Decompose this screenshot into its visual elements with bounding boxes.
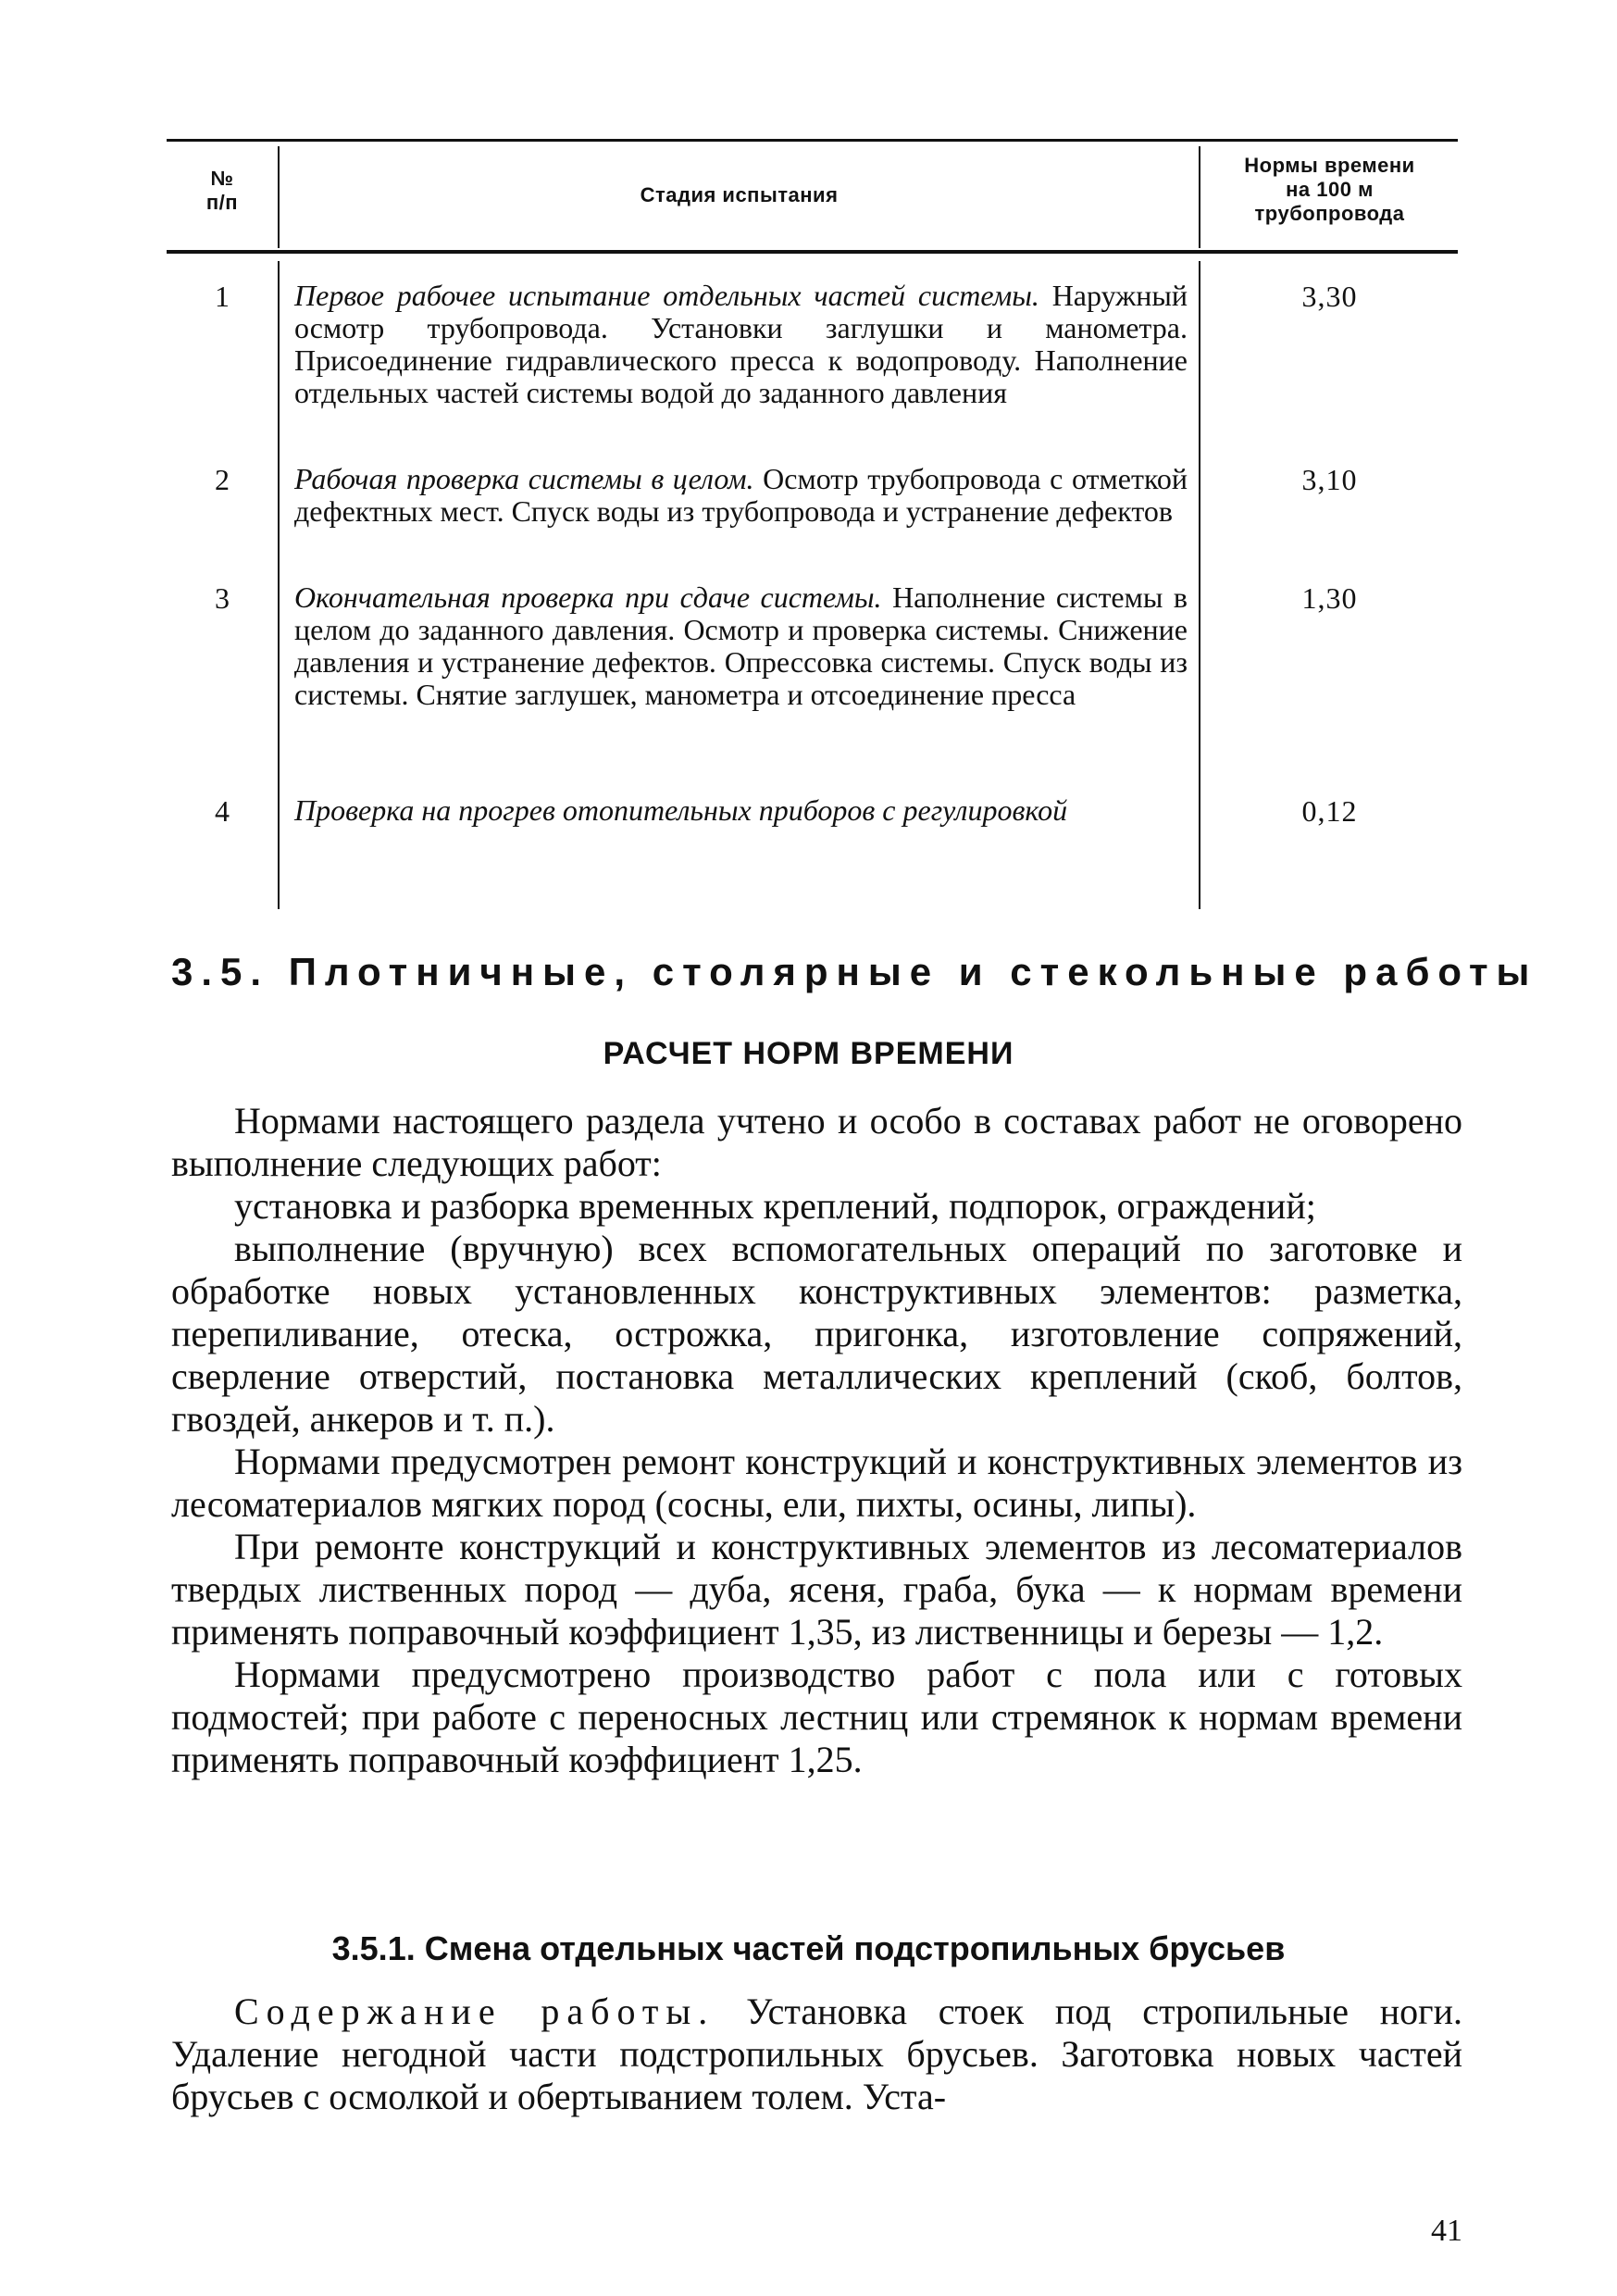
work-text: Установка стоек под стропильные ноги. Удаление негодной части подстропильных брусьев. Заготовка новых частей брусьев с осмолкой и обертыванием толем. Уста- (171, 1990, 1462, 2117)
row-number: 2 (215, 463, 230, 496)
subsection-title: 3.5.1. Смена отдельных частей подстропильных брусьев (331, 1929, 1286, 1967)
header-norm: Нормы времени на 100 м трубопровода (1244, 154, 1415, 225)
table-divider (1199, 261, 1200, 909)
table-divider (278, 261, 280, 909)
row-number: 1 (215, 280, 230, 313)
table-divider (1199, 146, 1200, 248)
work-paragraph (171, 1990, 1462, 2118)
row-description (294, 581, 1188, 711)
paragraph: Нормами предусмотрено производство работ с пола или с готовых подмостей; при работе с переносных лестниц или стремянок к нормам времени применять поправочный коэффициент 1,25. (171, 1653, 1462, 1780)
table-header-rule (167, 250, 1458, 254)
header-number: № п/п (205, 167, 239, 214)
paragraph: При ремонте конструкций и конструктивных элементов из лесоматериалов твердых лиственных пород — дуба, ясеня, граба, бука — к нормам времени применять поправочный коэффициент 1,35, из лиственницы и березы — 1,2. (171, 1526, 1462, 1653)
row-text: Наполнение системы в целом до заданного давления. Осмотр и проверка системы. Снижение давления и устранение дефектов. Опрессовка системы. Спуск воды из системы. Снятие заглушек, манометра и отсоединение пресса (294, 580, 1188, 711)
row-title: Рабочая проверка системы в целом. (294, 462, 754, 495)
header-stage: Стадия испытания (640, 183, 839, 206)
row-number: 4 (215, 794, 230, 828)
row-description (294, 794, 1188, 827)
row-description (294, 280, 1188, 409)
section-body (171, 1100, 1462, 1781)
page-number: 41 (1431, 2214, 1462, 2248)
work-label: Содержание работы. (234, 1990, 715, 2032)
row-title: Первое рабочее испытание отдельных частей системы. (294, 279, 1039, 312)
paragraph: выполнение (вручную) всех вспомогательных операций по заготовке и обработке новых установленных конструктивных элементов: разметка, перепиливание, отеска, острожка, пригонка, изготовление сопряжений, сверление отверстий, постановка металлических креплений (скоб, болтов, гвоздей, анкеров и т. п.). (171, 1228, 1462, 1440)
work-content (171, 1990, 1462, 2118)
paragraph: установка и разборка временных креплений, подпорок, ограждений; (234, 1185, 1316, 1227)
row-value: 1,30 (1301, 581, 1358, 615)
row-text: Осмотр трубопровода с отметкой дефектных мест. Спуск воды из трубопровода и устранение дефектов (294, 462, 1188, 528)
row-description (294, 463, 1188, 528)
row-value: 3,30 (1301, 280, 1358, 313)
row-text: Наружный осмотр трубопровода. Установки заглушки и манометра. Присоединение гидравлического пресса к водопроводу. Наполнение отдельных частей системы водой до заданного давления (294, 279, 1188, 409)
row-title: Окончательная проверка при сдаче системы. (294, 580, 882, 614)
table-top-rule (167, 139, 1458, 142)
paragraph: Нормами настоящего раздела учтено и особо в составах работ не оговорено выполнение следующих работ: (171, 1100, 1462, 1184)
row-value: 3,10 (1301, 463, 1358, 496)
row-number: 3 (215, 581, 230, 615)
section-subtitle: РАСЧЕТ НОРМ ВРЕМЕНИ (603, 1036, 1014, 1071)
paragraph: Нормами предусмотрен ремонт конструкций и конструктивных элементов из лесоматериалов мягких пород (сосны, ели, пихты, осины, липы). (171, 1441, 1462, 1525)
row-value: 0,12 (1301, 794, 1358, 828)
section-title: 3.5. Плотничные, столярные и стекольные работы (171, 950, 1538, 993)
row-title: Проверка на прогрев отопительных приборов с регулировкой (294, 793, 1068, 827)
